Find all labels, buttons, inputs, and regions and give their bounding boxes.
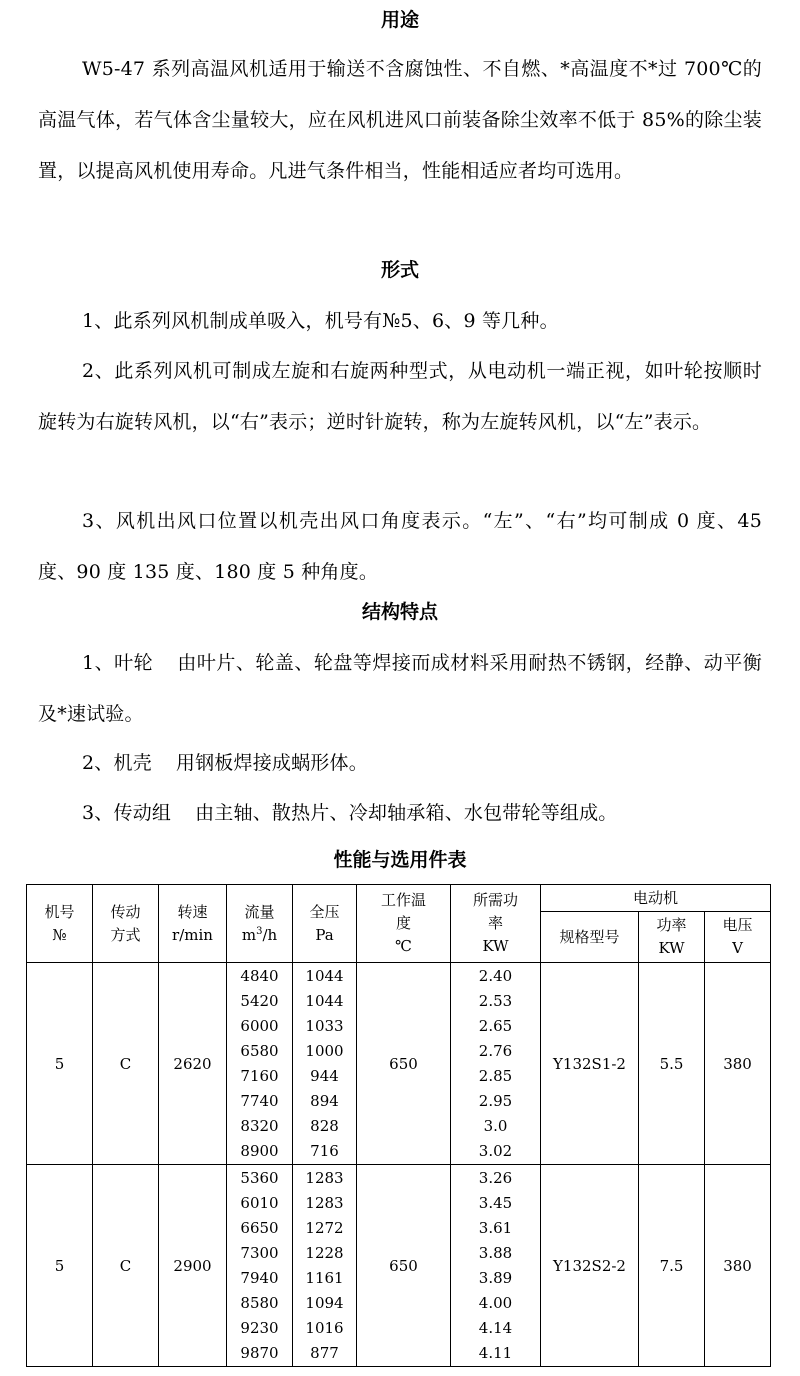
flow-value: 8580 [240, 1293, 279, 1312]
header-model-no: 机号 № [27, 885, 93, 963]
pressure-value: 1000 [305, 1041, 344, 1060]
flow-value: 5420 [240, 991, 279, 1010]
header-pressure: 全压 Pa [293, 885, 357, 963]
flow-value: 9230 [240, 1318, 279, 1337]
flow-value: 6010 [240, 1193, 279, 1212]
table-row [27, 1165, 771, 1367]
cell-pressures [293, 963, 357, 1165]
flow-value: 6650 [240, 1218, 279, 1237]
pressure-value: 1161 [305, 1268, 344, 1287]
power-value: 4.11 [478, 1343, 513, 1362]
flow-value: 7300 [240, 1243, 279, 1262]
cell-motor-power: 7.5 [639, 1165, 705, 1367]
header-motor-voltage: 电压 V [705, 912, 771, 963]
flow-value: 9870 [240, 1343, 279, 1362]
power-value: 3.88 [478, 1243, 513, 1262]
usage-heading: 用途 [380, 9, 419, 31]
pressure-value: 944 [310, 1066, 339, 1085]
pressure-value: 716 [310, 1141, 339, 1160]
pressure-value: 1044 [305, 966, 344, 985]
header-motor: 电动机 [541, 885, 771, 912]
header-drive: 传动 方式 [93, 885, 159, 963]
flow-value: 8900 [240, 1141, 279, 1160]
cell-pressures [293, 1165, 357, 1367]
cell-speed: 2620 [159, 963, 227, 1165]
header-flow: 流量 $m^3/h$ [227, 885, 293, 963]
power-value: 4.14 [478, 1318, 513, 1337]
cell-model-no: 5 [27, 1165, 93, 1367]
power-value: 3.45 [478, 1193, 513, 1212]
cell-flows [227, 963, 293, 1165]
cell-temp: 650 [357, 1165, 451, 1367]
power-value: 2.95 [478, 1091, 513, 1110]
pressure-value: 1283 [305, 1193, 344, 1212]
header-temp: 工作温 度 ℃ [357, 885, 451, 963]
cell-voltage: 380 [705, 1165, 771, 1367]
usage-paragraph: W5-47 系列高温风机适用于输送不含腐蚀性、不自燃、*高温度不*过 700℃的高温气体，若气体含尘量较大，应在风机进风口前装备除尘效率不低于 85%的除尘装置，以提高风机使用寿命。凡进气条件相当，性能相适应者均可选用。 [38, 58, 762, 182]
flow-value: 7740 [240, 1091, 279, 1110]
pressure-value: 828 [310, 1116, 339, 1135]
flow-value: 5360 [240, 1168, 279, 1187]
power-value: 2.65 [478, 1016, 513, 1035]
flow-value: 7940 [240, 1268, 279, 1287]
cell-drive: C [93, 1165, 159, 1367]
pressure-value: 1044 [305, 991, 344, 1010]
header-motor-power: 功率 KW [639, 912, 705, 963]
form-item-3: 3、风机出风口位置以机壳出风口角度表示。“左”、“右”均可制成 0 度、45 度、90 度 135 度、180 度 5 种角度。 [38, 510, 762, 583]
form-item-1: 1、此系列风机制成单吸入，机号有№5、6、9 等几种。 [82, 310, 559, 332]
cell-powers [451, 1165, 541, 1367]
cell-flows [227, 1165, 293, 1367]
power-value: 3.0 [483, 1116, 508, 1135]
power-value: 2.53 [478, 991, 513, 1010]
cell-motor-model: Y132S2-2 [541, 1165, 639, 1367]
performance-table [26, 884, 771, 1367]
power-value: 3.02 [478, 1141, 513, 1160]
pressure-value: 1228 [305, 1243, 344, 1262]
structure-item-3: 3、传动组 由主轴、散热片、冷却轴承箱、水包带轮等组成。 [82, 802, 618, 824]
cell-drive: C [93, 963, 159, 1165]
pressure-value: 1272 [305, 1218, 344, 1237]
flow-value: 6000 [240, 1016, 279, 1035]
power-value: 3.89 [478, 1268, 513, 1287]
power-value: 2.76 [478, 1041, 513, 1060]
flow-value: 6580 [240, 1041, 279, 1060]
cell-speed: 2900 [159, 1165, 227, 1367]
cell-motor-model: Y132S1-2 [541, 963, 639, 1165]
structure-item-2: 2、机壳 用钢板焊接成蜗形体。 [82, 752, 368, 774]
pressure-value: 894 [310, 1091, 339, 1110]
power-value: 2.40 [478, 966, 513, 985]
cell-model-no: 5 [27, 963, 93, 1165]
pressure-value: 1094 [305, 1293, 344, 1312]
power-value: 3.61 [478, 1218, 513, 1237]
flow-value: 4840 [240, 966, 279, 985]
form-item-2: 2、此系列风机可制成左旋和右旋两种型式，从电动机一端正视，如叶轮按顺时旋转为右旋转风机，以“右”表示；逆时针旋转，称为左旋转风机，以“左”表示。 [38, 360, 762, 433]
power-value: 3.26 [478, 1168, 513, 1187]
cell-motor-power: 5.5 [639, 963, 705, 1165]
cell-temp: 650 [357, 963, 451, 1165]
table-heading: 性能与选用件表 [333, 849, 467, 871]
pressure-value: 1033 [305, 1016, 344, 1035]
structure-item-1: 1、叶轮 由叶片、轮盖、轮盘等焊接而成材料采用耐热不锈钢，经静、动平衡及*速试验。 [38, 652, 762, 725]
form-heading: 形式 [380, 259, 419, 281]
power-value: 2.85 [478, 1066, 513, 1085]
table-row [27, 963, 771, 1165]
pressure-value: 1016 [305, 1318, 344, 1337]
cell-powers [451, 963, 541, 1165]
cell-voltage: 380 [705, 963, 771, 1165]
header-power-required: 所需功 率 KW [451, 885, 541, 963]
power-value: 4.00 [478, 1293, 513, 1312]
header-motor-model: 规格型号 [541, 912, 639, 963]
header-speed: 转速 r/min [159, 885, 227, 963]
pressure-value: 877 [310, 1343, 339, 1362]
flow-value: 8320 [240, 1116, 279, 1135]
structure-heading: 结构特点 [361, 601, 438, 623]
pressure-value: 1283 [305, 1168, 344, 1187]
flow-value: 7160 [240, 1066, 279, 1085]
